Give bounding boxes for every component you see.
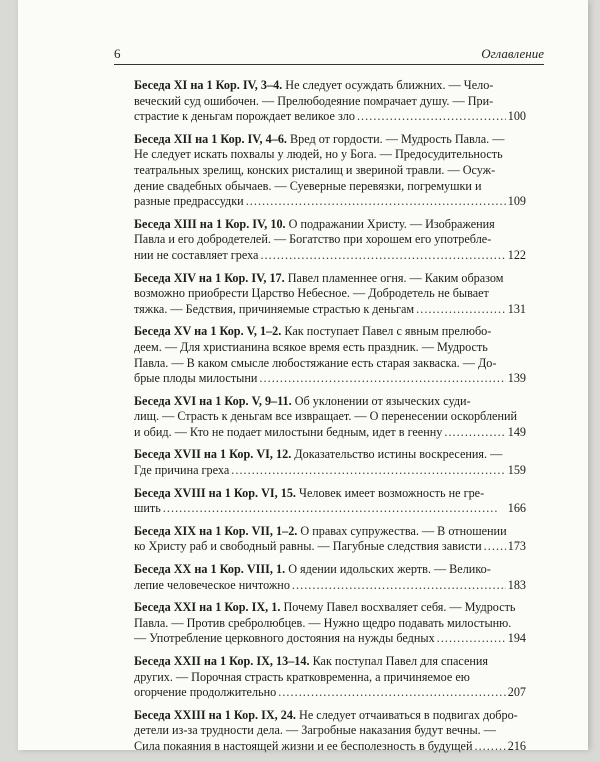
entry-text: Павла. — Против сребролюбцев. — Нужно щедро подавать милостыню. [134,615,512,630]
header-rule [114,64,544,65]
entry-text: О правах супружества. — В отношении [297,523,507,538]
toc-line [134,194,526,210]
entry-page-number: 159 [507,463,526,478]
toc-line [134,708,526,724]
entry-title: Беседа XXIII на 1 Кор. IX, 24. [134,707,296,722]
toc-line [134,340,526,356]
entry-title: Беседа XVIII на 1 Кор. VI, 15. [134,485,296,500]
toc-entry [134,654,526,701]
entry-text: страстие к деньгам порождает великое зло [134,109,355,124]
toc-line [134,94,526,110]
toc-line [134,486,526,502]
toc-entry [134,600,526,647]
toc-line [134,394,526,410]
toc-line [134,539,526,555]
entry-text: Павла и его добродетелей. — Богатство при хорошем его употребле- [134,232,492,247]
entry-text: детели из-за трудности дела. — Загробные наказания будут вечны. — [134,723,496,738]
entry-text: Как поступает Павел с явным прелюбо- [281,324,492,339]
entry-text: Сила покаяния в настоящей жизни и ее бесполезность в будущей [134,738,473,753]
page-header [114,46,544,66]
entry-page-number: 183 [507,577,526,592]
toc-line [134,425,526,441]
toc-line [134,600,526,616]
entry-text: Вред от гордости. — Мудрость Павла. — [286,131,505,146]
dot-leader [163,501,506,517]
toc-line [134,670,526,686]
entry-page-number: 122 [507,247,526,262]
toc-entry [134,447,526,478]
toc-line [134,739,526,755]
toc-entry [134,78,526,125]
running-title: Оглавление [481,46,544,61]
dot-leader [416,302,506,318]
toc-line [134,631,526,647]
toc-line [134,248,526,264]
entry-title: Беседа XV на 1 Кор. V, 1–2. [134,324,282,339]
dot-leader [278,685,505,701]
entry-text: Как поступал Павел для спасения [309,654,489,668]
toc-line [134,109,526,125]
toc-line [134,562,526,578]
entry-page-number: 139 [507,371,526,386]
toc-entry [134,132,526,210]
toc-line [134,217,526,233]
dot-leader [260,248,505,264]
entry-text: дение свадебных обычаев. — Суеверные перевязки, погремушки и [134,178,482,193]
entry-text: О ядении идольских жертв. — Велико- [285,562,491,577]
dot-leader [292,578,506,594]
entry-text: деем. — Для христианина всякое время есть праздник. — Мудрость [134,339,488,354]
entry-page-number: 207 [507,685,526,700]
entry-page-number: 149 [507,424,526,439]
entry-text: Павел пламеннее огня. — Каким образом [284,270,504,285]
entry-text: разные предрассудки [134,194,244,209]
entry-title: Беседа XIII на 1 Кор. IV, 10. [134,216,286,231]
entry-title: Беседа XXII на 1 Кор. IX, 13–14. [134,654,310,668]
entry-text: Павла. — В каком смысле любостяжание есть старая закваска. — До- [134,355,497,370]
entry-text: Не следует отчаиваться в подвигах добро- [295,707,518,722]
entry-text: Человек имеет возможность не гре- [295,485,485,500]
entry-title: Беседа XII на 1 Кор. IV, 4–6. [134,131,287,146]
toc-line [134,524,526,540]
entry-title: Беседа XXI на 1 Кор. IX, 1. [134,600,281,615]
toc-line [134,163,526,179]
entry-text: огорчение продолжительно [134,685,277,700]
toc-line [134,578,526,594]
toc-entry [134,562,526,593]
dot-leader [437,631,506,647]
toc-line [134,356,526,372]
entry-title: Беседа XVII на 1 Кор. VI, 12. [134,447,292,462]
entry-text: — Употребление церковного достояния на нужды бедных [134,631,435,646]
toc-line [134,654,526,670]
dot-leader [259,371,505,387]
entry-text: Не следует искать похвалы у людей, но у Бога. — Предосудительность [134,147,503,162]
entry-text: Доказательство истины воскресения. — [291,447,503,462]
entry-text: лищ. — Страсть к деньгам все извращает. — О перенесении оскорблений [134,409,518,424]
toc-entry [134,524,526,555]
toc-line [134,147,526,163]
entry-text: лепие человеческое ничтожно [134,577,290,592]
toc-line [134,723,526,739]
entry-text: и обид. — Кто не подает милостыни бедным, идет в геенну [134,424,443,439]
toc-entry [134,394,526,441]
entry-text: нии не составляет греха [134,247,259,262]
entry-text: театральных зрелищ, конских ристалищ и звериной травли. — Осуж- [134,162,496,177]
toc-line [134,271,526,287]
toc-entry [134,708,526,755]
dot-leader [484,539,506,555]
toc-line [134,324,526,340]
toc-line [134,616,526,632]
entry-page-number: 166 [507,501,526,516]
entry-text: тяжка. — Бедствия, причиняемые страстью к деньгам [134,301,415,316]
entry-page-number: 216 [507,738,526,753]
toc-entry [134,486,526,517]
dot-leader [231,463,505,479]
entry-title: Беседа XX на 1 Кор. VIII, 1. [134,562,286,577]
toc-line [134,463,526,479]
toc-line [134,501,526,517]
entry-title: Беседа XI на 1 Кор. IV, 3–4. [134,78,283,92]
toc-line [134,286,526,302]
entry-text: Почему Павел восхваляет себя. — Мудрость [280,600,516,615]
toc-entry [134,271,526,318]
toc-line [134,371,526,387]
toc-line [134,232,526,248]
entry-text: Где причина греха [134,463,230,478]
toc-entry [134,324,526,386]
entry-title: Беседа XVI на 1 Кор. V, 9–11. [134,393,292,408]
entry-text: брые плоды милостыни [134,371,258,386]
entry-page-number: 100 [507,109,526,124]
entry-text: ко Христу раб и свободный равны. — Пагубные следствия зависти [134,539,482,554]
entry-page-number: 131 [507,301,526,316]
page-number: 6 [114,46,121,61]
toc-line [134,447,526,463]
dot-leader [246,194,506,210]
entry-text: других. — Порочная страсть кратковременна, а причиняемое ею [134,669,470,684]
toc-line [134,78,526,94]
table-of-contents [134,78,526,762]
toc-line [134,409,526,425]
toc-line [134,685,526,701]
dot-leader [474,739,505,755]
dot-leader [444,425,505,441]
entry-text: Не следует осуждать ближних. — Чело- [282,78,494,92]
toc-line [134,179,526,195]
entry-page-number: 173 [507,539,526,554]
toc-entry [134,217,526,264]
entry-text: шить [134,501,161,516]
entry-text: О подражании Христу. — Изображения [285,216,495,231]
dot-leader [357,109,506,125]
entry-text: Об уклонении от языческих суди- [291,393,471,408]
toc-line [134,302,526,318]
entry-page-number: 194 [507,631,526,646]
entry-title: Беседа XIV на 1 Кор. IV, 17. [134,270,285,285]
entry-text: веческий суд ошибочен. — Прелюбодеяние помрачает душу. — При- [134,93,494,108]
toc-line [134,132,526,148]
entry-page-number: 109 [507,194,526,209]
entry-title: Беседа XIX на 1 Кор. VII, 1–2. [134,523,298,538]
entry-text: возможно приобрести Царство Небесное. — Добродетель не бывает [134,286,489,301]
book-page [18,0,588,753]
